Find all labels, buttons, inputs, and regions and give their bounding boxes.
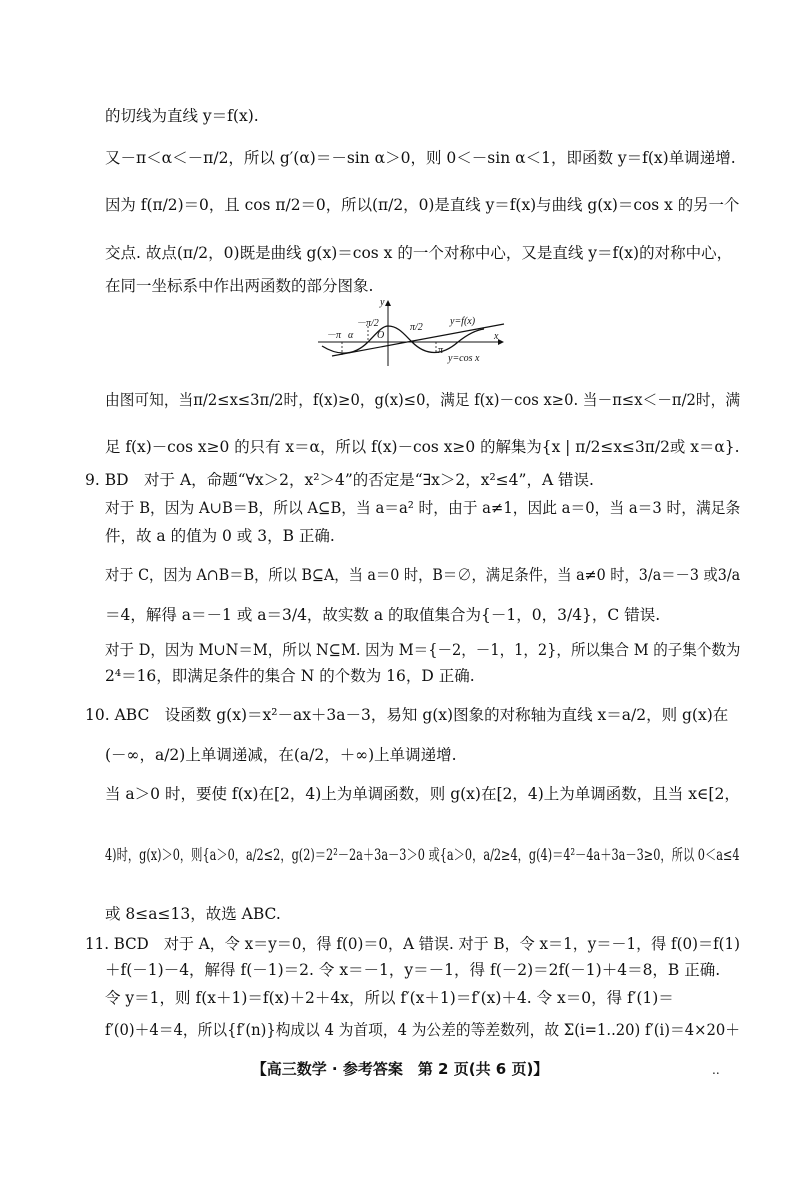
q9-line-3: 件，故 a 的值为 0 或 3，B 正确. xyxy=(105,527,335,545)
x-axis-arrow xyxy=(498,339,504,345)
q11-line-1: 11. BCD 对于 A，令 x＝y＝0，得 f(0)＝0，A 错误. 对于 B，令 x＝1，y＝－1，得 f(0)＝f(1) xyxy=(85,935,741,953)
cosine-curve xyxy=(322,326,484,353)
y-axis-label: y xyxy=(380,297,385,308)
q10-line-2: (－∞，a/2)上单调递减，在(a/2，＋∞)上单调递增. xyxy=(105,746,457,764)
q9-line-4: 对于 C，因为 A∩B＝B，所以 B⊆A，当 a＝0 时，B＝∅，满足条件，当 a≠0 时，3/a＝－3 或3/a xyxy=(105,566,741,584)
corner-mark: .. xyxy=(712,1063,720,1077)
neg-half-pi-label: －π/2 xyxy=(356,318,379,329)
text-line-5: 在同一坐标系中作出两函数的部分图象. xyxy=(105,277,374,295)
text-line-6: 由图可知，当π/2≤x≤3π/2时，f(x)≥0，g(x)≤0，满足 f(x)－cos x≥0. 当－π≤x＜－π/2时，满 xyxy=(105,391,741,409)
q9-line-2: 对于 B，因为 A∪B＝B，所以 A⊆B，当 a＝a² 时，由于 a≠1，因此 a＝0，当 a＝3 时，满足条 xyxy=(105,499,741,517)
function-graph xyxy=(318,296,508,368)
y-axis-arrow xyxy=(385,300,391,306)
page-footer: 【高三数学 · 参考答案 第 2 页(共 6 页)】 xyxy=(251,1060,549,1078)
neg-pi-label: －π xyxy=(326,330,342,341)
x-axis-label: x xyxy=(494,331,499,342)
q9-line-1: 9. BD 对于 A，命题“∀x＞2，x²＞4”的否定是“∃x＞2，x²≤4”，A 错误. xyxy=(85,471,594,489)
q9-line-6: 对于 D，因为 M∪N＝M，所以 N⊆M. 因为 M＝{－2，－1，1，2}，所以集合 M 的子集个数为 xyxy=(105,641,741,659)
text-line-7: 足 f(x)－cos x≥0 的只有 x＝α，所以 f(x)－cos x≥0 的解集为{x | π/2≤x≤3π/2或 x＝α}. xyxy=(105,438,740,456)
origin-label: O xyxy=(377,330,385,341)
text-line-4: 交点. 故点(π/2，0)既是曲线 g(x)＝cos x 的一个对称中心，又是直线 y＝f(x)的对称中心， xyxy=(105,244,733,262)
text-line-1: 的切线为直线 y＝f(x). xyxy=(105,107,259,125)
q10-line-3: 当 a＞0 时，要使 f(x)在[2，4)上为单调函数，则 g(x)在[2，4)上为单调函数，且当 x∈[2， xyxy=(105,785,740,803)
q10-line-4: 4)时，g(x)＞0，则{a＞0，a/2≤2，g(2)＝2²－2a＋3a－3＞0 或{a＞0，a/2≥4，g(4)＝4²－4a＋3a－3≥0，所以 0＜a≤4 xyxy=(105,846,740,864)
q11-line-3: 令 y＝1，则 f(x＋1)＝f(x)＋2＋4x，所以 f′(x＋1)＝f′(x)＋4. 令 x＝0，得 f′(1)＝ xyxy=(105,989,674,1007)
q10-line-5: 或 8≤a≤13，故选 ABC. xyxy=(105,905,281,923)
alpha-label: α xyxy=(348,330,354,341)
text-line-2: 又－π＜α＜－π/2，所以 g′(α)＝－sin α＞0，则 0＜－sin α＜1，即函数 y＝f(x)单调递增. xyxy=(105,149,736,167)
q10-line-1: 10. ABC 设函数 g(x)＝x²－ax＋3a－3，易知 g(x)图象的对称轴为直线 x＝a/2，则 g(x)在 xyxy=(85,706,729,724)
q11-line-2: ＋f(－1)－4，解得 f(－1)＝2. 令 x＝－1，y＝－1，得 f(－2)＝2f(－1)＋4＝8，B 正确. xyxy=(105,961,721,979)
q9-line-5: ＝4，解得 a＝－1 或 a＝3/4，故实数 a 的取值集合为{－1，0，3/4}，C 错误. xyxy=(105,606,661,624)
half-pi-label: π/2 xyxy=(410,322,423,333)
line-label: y=f(x) xyxy=(450,316,476,327)
q9-line-7: 2⁴＝16，即满足条件的集合 N 的个数为 16，D 正确. xyxy=(105,667,475,685)
text-line-3: 因为 f(π/2)＝0，且 cos π/2＝0，所以(π/2，0)是直线 y＝f(x)与曲线 g(x)＝cos x 的另一个 xyxy=(105,196,740,214)
pi-label: π xyxy=(438,345,444,356)
curve-label: y=cos x xyxy=(448,353,480,364)
q11-line-4: f′(0)＋4＝4，所以{f′(n)}构成以 4 为首项，4 为公差的等差数列，故 Σ(i=1..20) f′(i)＝4×20＋ xyxy=(105,1021,740,1039)
